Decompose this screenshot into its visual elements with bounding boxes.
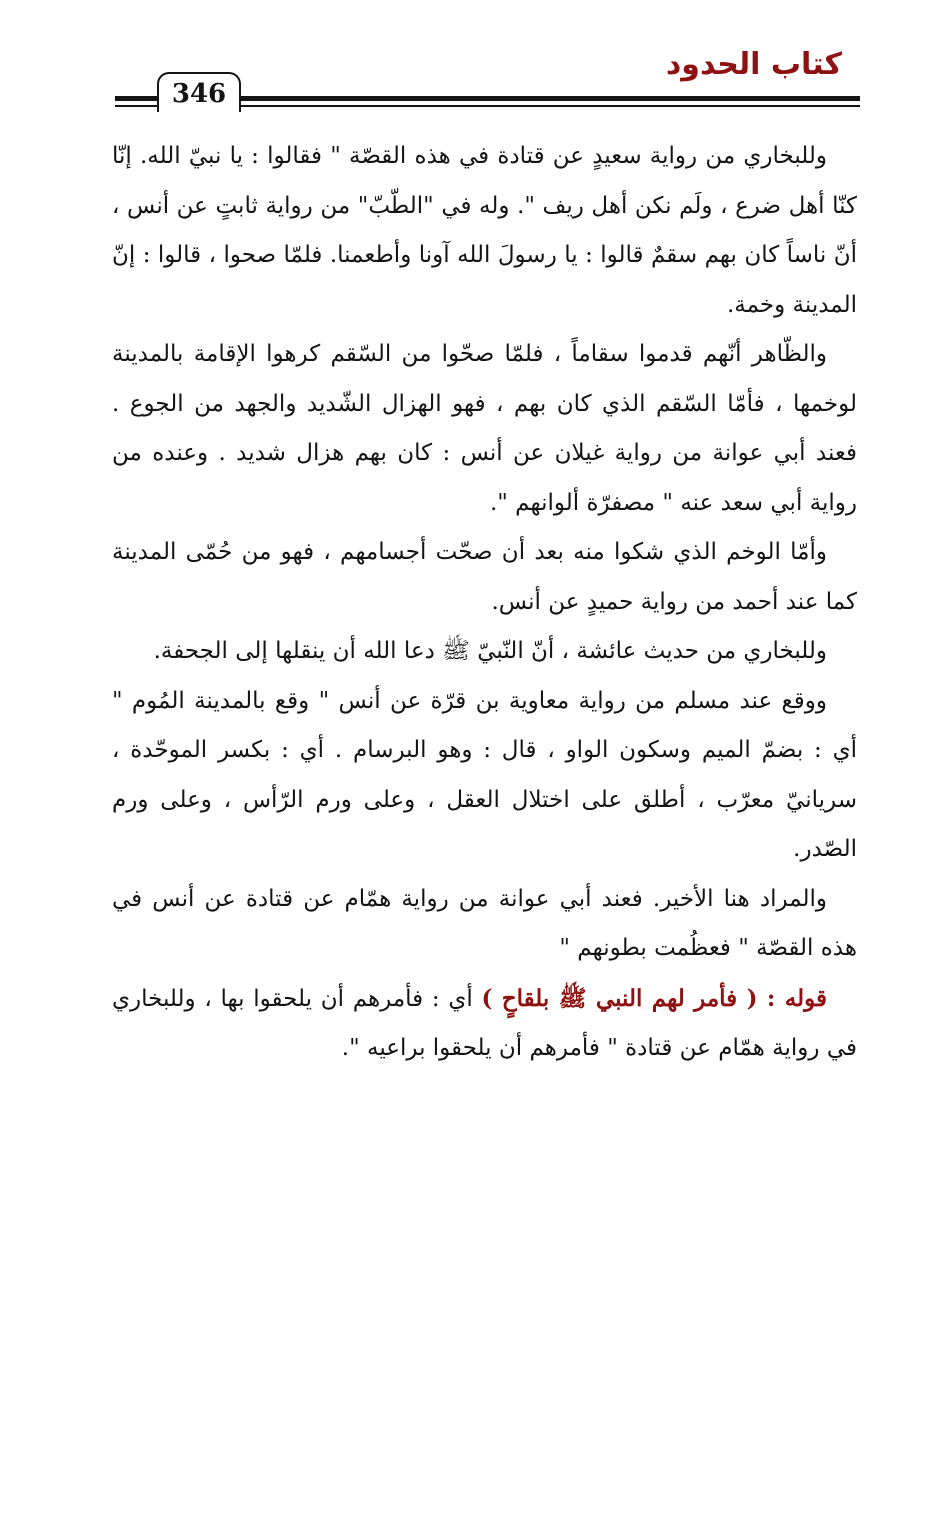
page-number: 346	[157, 72, 241, 112]
paragraph-1: وللبخاري من رواية سعيدٍ عن قتادة في هذه القصّة " فقالوا : يا نبيّ الله. إنّا كنّا أهل ضرع ، ولَم نكن أهل ريف ". وله في "الطّبّ" من رواية ثابتٍ عن أنس ، أنّ ناساً كان بهم سقمٌ قالوا : يا رسولَ الله آونا وأطعمنا. فلمّا صحوا ، قالوا : إنّ المدينة وخمة.	[112, 143, 857, 318]
commentary-text: أي : فأمرهم أن يلحقوا بها ، وللبخاري في رواية همّام عن قتادة " فأمرهم أن يلحقوا براعيه ".	[112, 985, 857, 1061]
book-title: كتاب الحدود	[665, 47, 842, 82]
paragraph-7	[112, 974, 857, 1074]
quoted-hadith-phrase: قوله : ( فأمر لهم النبي ﷺ بلقاحٍ )	[481, 984, 827, 1012]
paragraph-4: وللبخاري من حديث عائشة ، أنّ النّبيّ ﷺ دعا الله أن ينقلها إلى الجحفة.	[153, 638, 827, 664]
page-header	[0, 0, 945, 120]
paragraph-3: وأمّا الوخم الذي شكوا منه بعد أن صحّت أجسامهم ، فهو من حُمّى المدينة كما عند أحمد من رواية حميدٍ عن أنس.	[112, 539, 857, 615]
paragraph-2: والظّاهر أنّهم قدموا سقاماً ، فلمّا صحّوا من السّقم كرهوا الإقامة بالمدينة لوخمها ، فأمّا السّقم الذي كان بهم ، فهو الهزال الشّديد والجهد من الجوع . فعند أبي عوانة من رواية غيلان عن أنس : كان بهم هزال شديد . وعنده من رواية أبي سعد عنه " مصفرّة ألوانهم ".	[112, 341, 857, 516]
page-body	[112, 132, 857, 1074]
paragraph-5: ووقع عند مسلم من رواية معاوية بن قرّة عن أنس " وقع بالمدينة المُوم " أي : بضمّ الميم وسكون الواو ، قال : وهو البرسام . أي : بكسر الموحّدة ، سريانيّ معرّب ، أطلق على اختلال العقل ، وعلى ورم الرّأس ، وعلى ورم الصّدر.	[112, 687, 857, 862]
paragraph-6: والمراد هنا الأخير. فعند أبي عوانة من رواية همّام عن قتادة عن أنس في هذه القصّة " فعظُمت بطونهم "	[112, 885, 857, 961]
